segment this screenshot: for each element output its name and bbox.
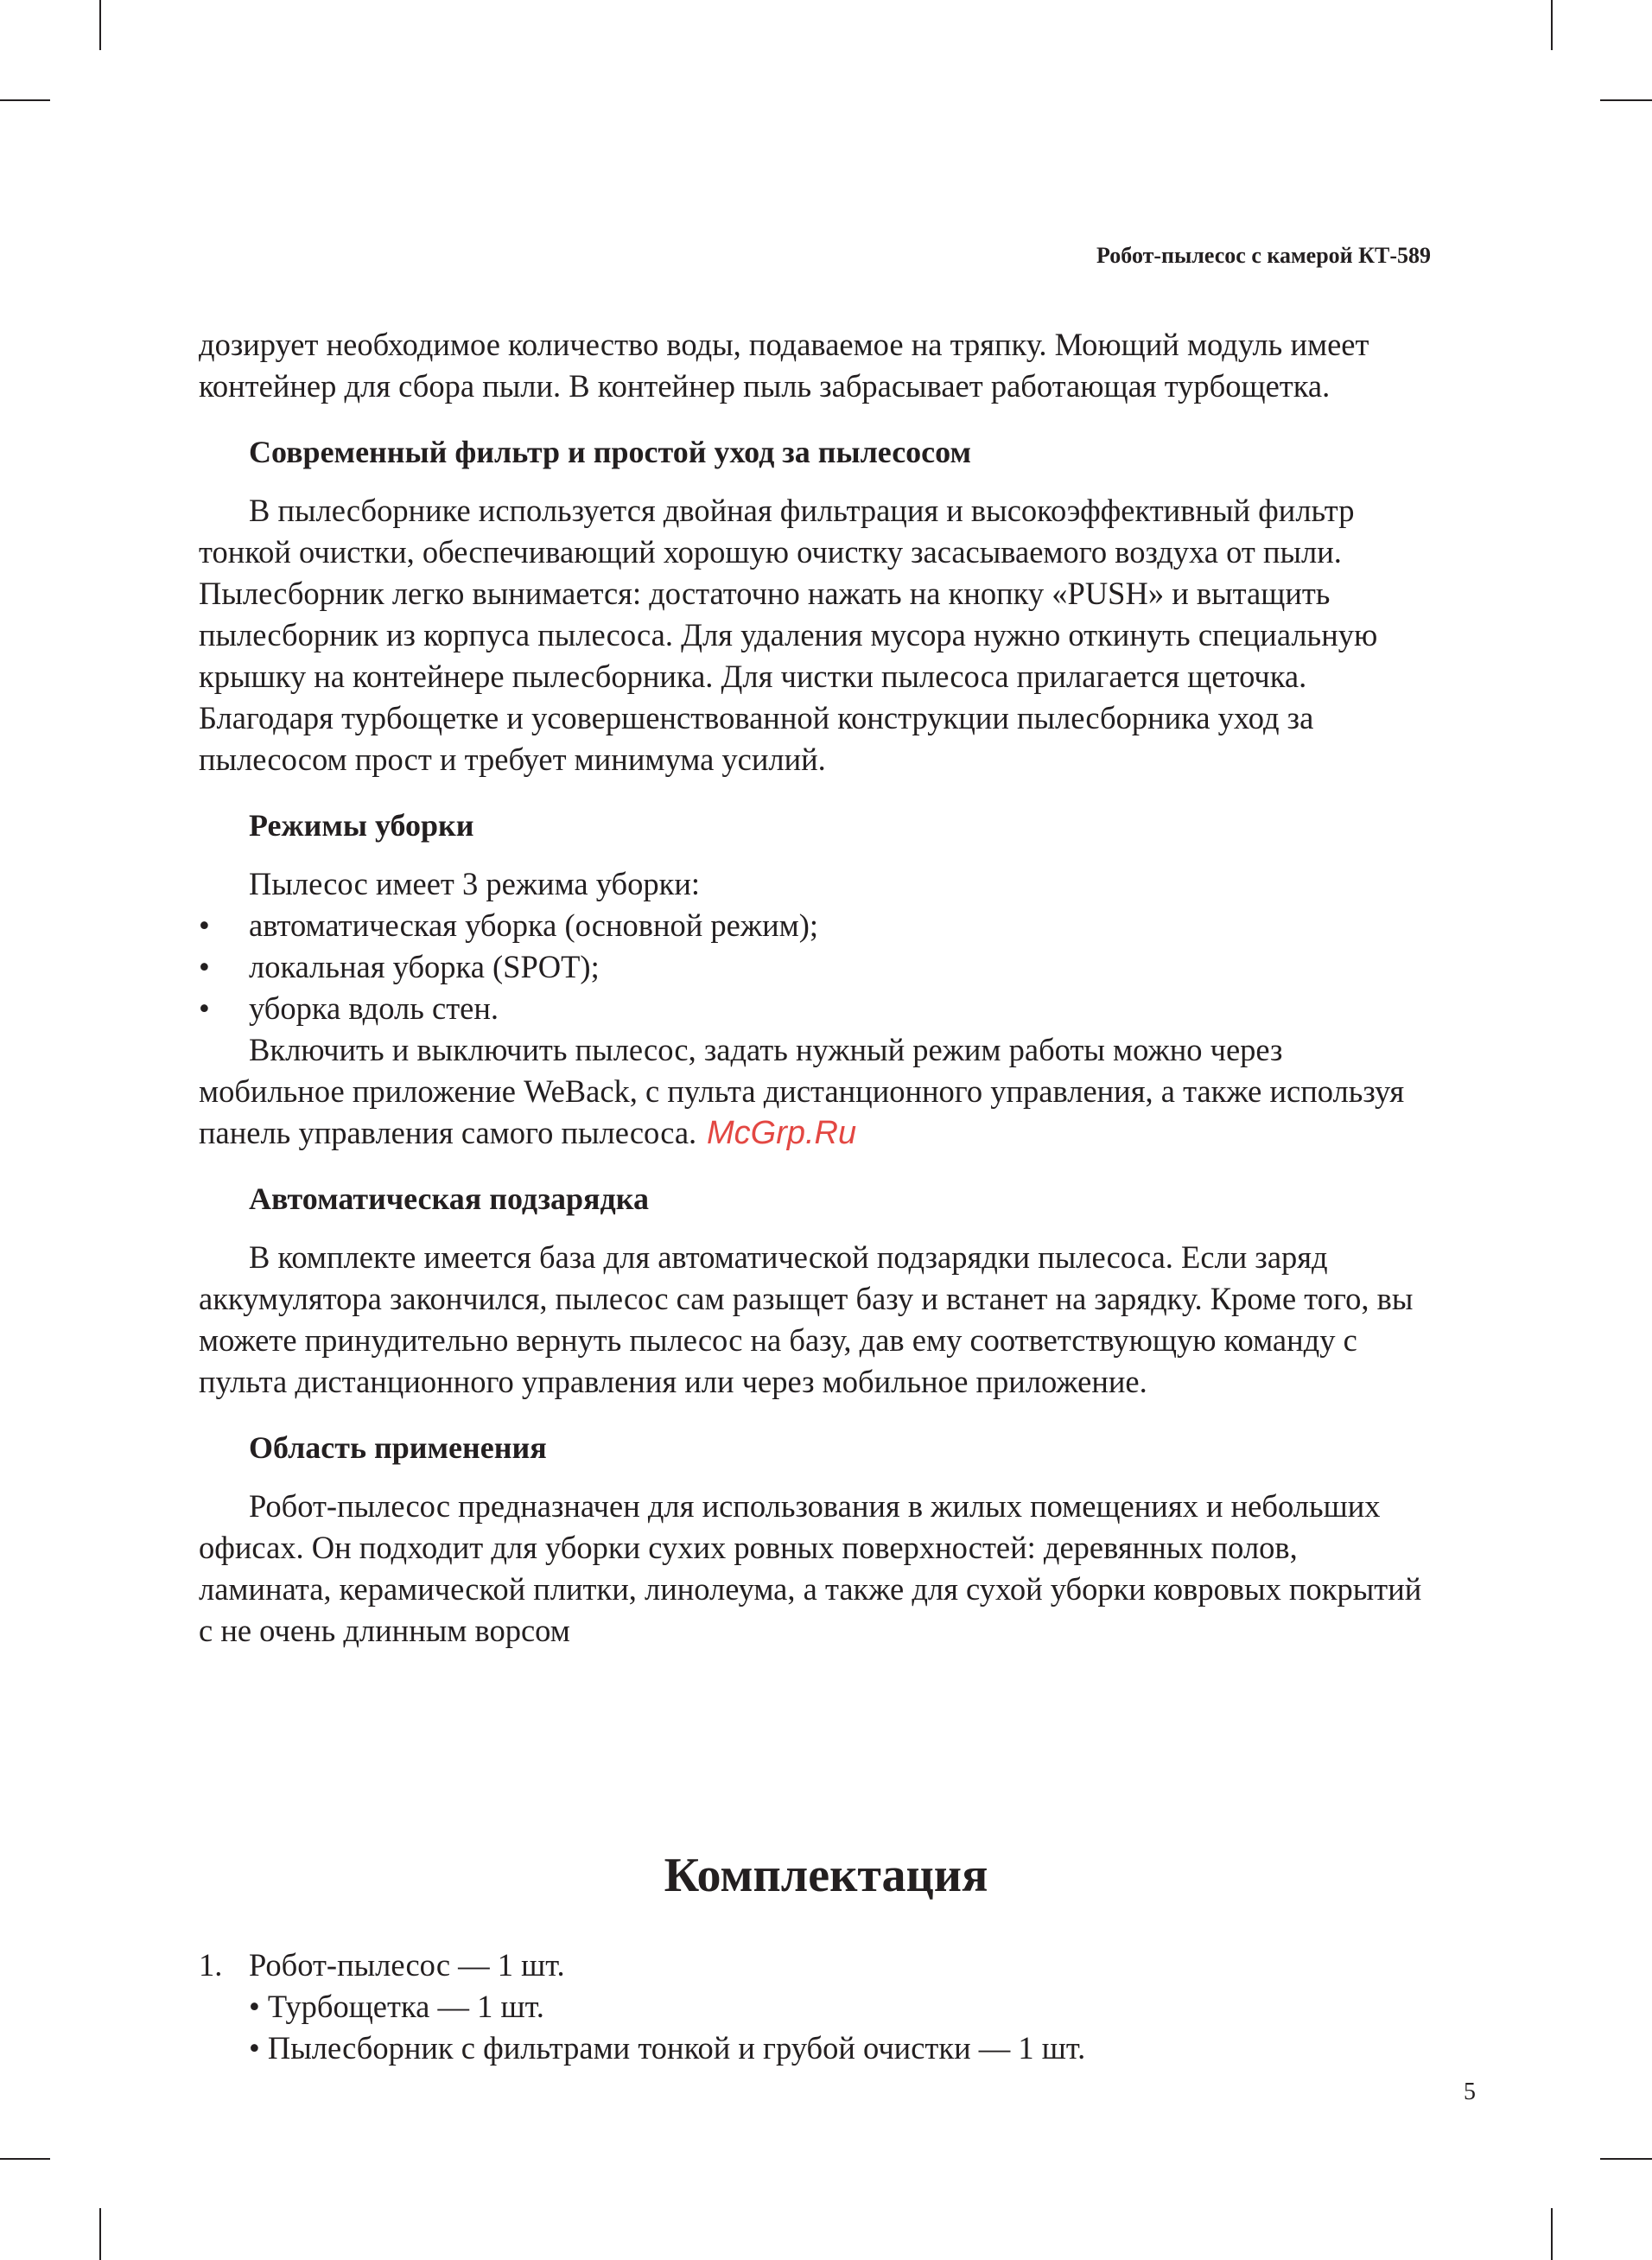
list-item: [199, 988, 1434, 1029]
kit-subitem: • Турбощетка — 1 шт.: [249, 1989, 544, 2024]
modes-lead: Пылесос имеет 3 режима уборки:: [249, 866, 700, 901]
section-paragraph-charging: В комплекте имеется база для автоматической подзарядки пылесоса. Если заряд аккумулятора закончился, пылесос сам разыщет базу и встанет на зарядку. Кроме того, вы можете принудительно вернуть пылесос на базу, дав ему соответствующую команду с пульта дистанционного управления или через мобильное приложение.: [199, 1239, 1414, 1399]
section-paragraph-scope: Робот-пылесос предназначен для использования в жилых помещениях и небольших офисах. Он подходит для уборки сухих ровных поверхностей: деревянных полов, ламината, керамической плитки, линолеума, а также для сухой уборки ковровых покрытий с не очень длинным ворсом: [199, 1488, 1422, 1648]
modes-list: [199, 905, 1434, 1029]
list-item-text: автоматическая уборка (основной режим);: [249, 907, 819, 943]
section-heading-modes: Режимы уборки: [249, 808, 474, 843]
bullet: •: [199, 907, 210, 943]
crop-mark-left-top: [0, 99, 50, 101]
crop-mark-top-left: [99, 0, 101, 50]
section-heading-scope: Область применения: [249, 1430, 547, 1465]
crop-mark-bottom-right: [1551, 2208, 1553, 2260]
kit-item-number: 1.: [199, 1947, 223, 1983]
crop-mark-right-top: [1600, 99, 1652, 101]
intro-paragraph: дозирует необходимое количество воды, подаваемое на тряпку. Моющий модуль имеет контейнер для сбора пыли. В контейнер пыль забрасывает работающая турбощетка.: [199, 327, 1369, 404]
list-item: [199, 905, 1434, 946]
list-item-text: локальная уборка (SPOT);: [249, 949, 600, 984]
kit-list: [199, 1945, 1434, 2069]
bullet: •: [199, 949, 210, 984]
bullet: •: [199, 990, 210, 1026]
list-item: [199, 946, 1434, 988]
crop-mark-bottom-left: [99, 2208, 101, 2260]
section-heading-charging: Автоматическая подзарядка: [249, 1181, 649, 1216]
crop-mark-left-bottom: [0, 2158, 50, 2160]
main-text: [199, 324, 1434, 1652]
section-paragraph-modes: Включить и выключить пылесос, задать нужный режим работы можно через мобильное приложение WeBack, с пульта дистанционного управления, а также используя панель управления самого пылесоса.: [199, 1032, 1405, 1150]
kit-title: Комплектация: [664, 1849, 988, 1902]
crop-mark-right-bottom: [1600, 2158, 1652, 2160]
list-item-text: уборка вдоль стен.: [249, 990, 499, 1026]
crop-mark-top-right: [1551, 0, 1553, 50]
watermark: McGrp.Ru: [707, 1115, 857, 1151]
section-paragraph-filter: В пылесборнике используется двойная фильтрация и высокоэффективный фильтр тонкой очистки, обеспечивающий хорошую очистку засасываемого воздуха от пыли. Пылесборник легко вынимается: достаточно нажать на кнопку «PUSH» и вытащить пылесборник из корпуса пылесоса. Для удаления мусора нужно откинуть специальную крышку на контейнере пылесборника. Для чистки пылесоса прилагается щеточка. Благодаря турбощетке и усовершенствованной конструкции пылесборника уход за пылесосом прост и требует минимума усилий.: [199, 493, 1378, 777]
section-heading-filter: Современный фильтр и простой уход за пылесосом: [249, 435, 971, 469]
kit-item-text: Робот-пылесос — 1 шт.: [249, 1947, 565, 1983]
kit-item: [199, 1945, 1434, 1986]
running-header: Робот-пылесос с камерой КТ-589: [1096, 243, 1431, 268]
page-number: 5: [1464, 2079, 1476, 2105]
kit-subitem: • Пылесборник с фильтрами тонкой и грубой очистки — 1 шт.: [249, 2030, 1086, 2066]
